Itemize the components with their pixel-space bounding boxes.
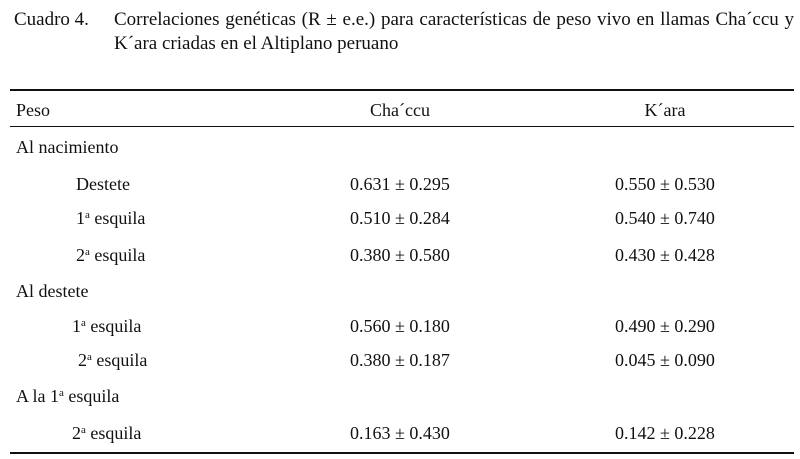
chaccu-value: 0.380 ± 0.580 (350, 245, 450, 265)
kara-value: 0.430 ± 0.428 (615, 245, 715, 265)
kara-value: 0.490 ± 0.290 (615, 316, 715, 336)
group-label: Al nacimiento (16, 137, 119, 157)
row-label: 2$^a$ esquila (72, 423, 142, 443)
row-label: 2$^a$ esquila (78, 350, 148, 370)
row-label: 1$^a$ esquila (72, 316, 142, 336)
table-top-rule (10, 89, 794, 91)
group-label: Al destete (16, 281, 89, 301)
table-row (0, 419, 800, 447)
kara-value: 0.540 ± 0.740 (615, 208, 715, 228)
caption-label: Cuadro 4. (14, 9, 89, 30)
group-label-row (0, 382, 800, 410)
group-label-row (0, 133, 800, 161)
header-chaccu: Cha´ccu (370, 100, 430, 120)
table-row (0, 170, 800, 198)
group-label-row (0, 277, 800, 305)
chaccu-value: 0.560 ± 0.180 (350, 316, 450, 336)
kara-value: 0.045 ± 0.090 (615, 350, 715, 370)
chaccu-value: 0.380 ± 0.187 (350, 350, 450, 370)
header-peso: Peso (16, 100, 51, 120)
kara-value: 0.142 ± 0.228 (615, 423, 715, 443)
header-kara: K´ara (644, 100, 686, 120)
row-label: Destete (76, 174, 130, 194)
table-row (0, 312, 800, 340)
table-row (0, 346, 800, 374)
chaccu-value: 0.510 ± 0.284 (350, 208, 450, 228)
group-label: A la 1$^a$ esquila (16, 386, 120, 406)
table-bottom-rule (10, 452, 794, 454)
table-row (0, 241, 800, 269)
kara-value: 0.550 ± 0.530 (615, 174, 715, 194)
table-row (0, 204, 800, 232)
chaccu-value: 0.631 ± 0.295 (350, 174, 450, 194)
row-label: 2$^a$ esquila (76, 245, 146, 265)
table-header-row (0, 96, 800, 124)
table-header-rule (10, 126, 794, 127)
chaccu-value: 0.163 ± 0.430 (350, 423, 450, 443)
row-label: 1$^a$ esquila (76, 208, 146, 228)
caption-text: Correlaciones genéticas (R ± e.e.) para características de peso vivo en llamas Cha´ccu y K´ara criadas en el Altiplano peruano (114, 9, 794, 54)
